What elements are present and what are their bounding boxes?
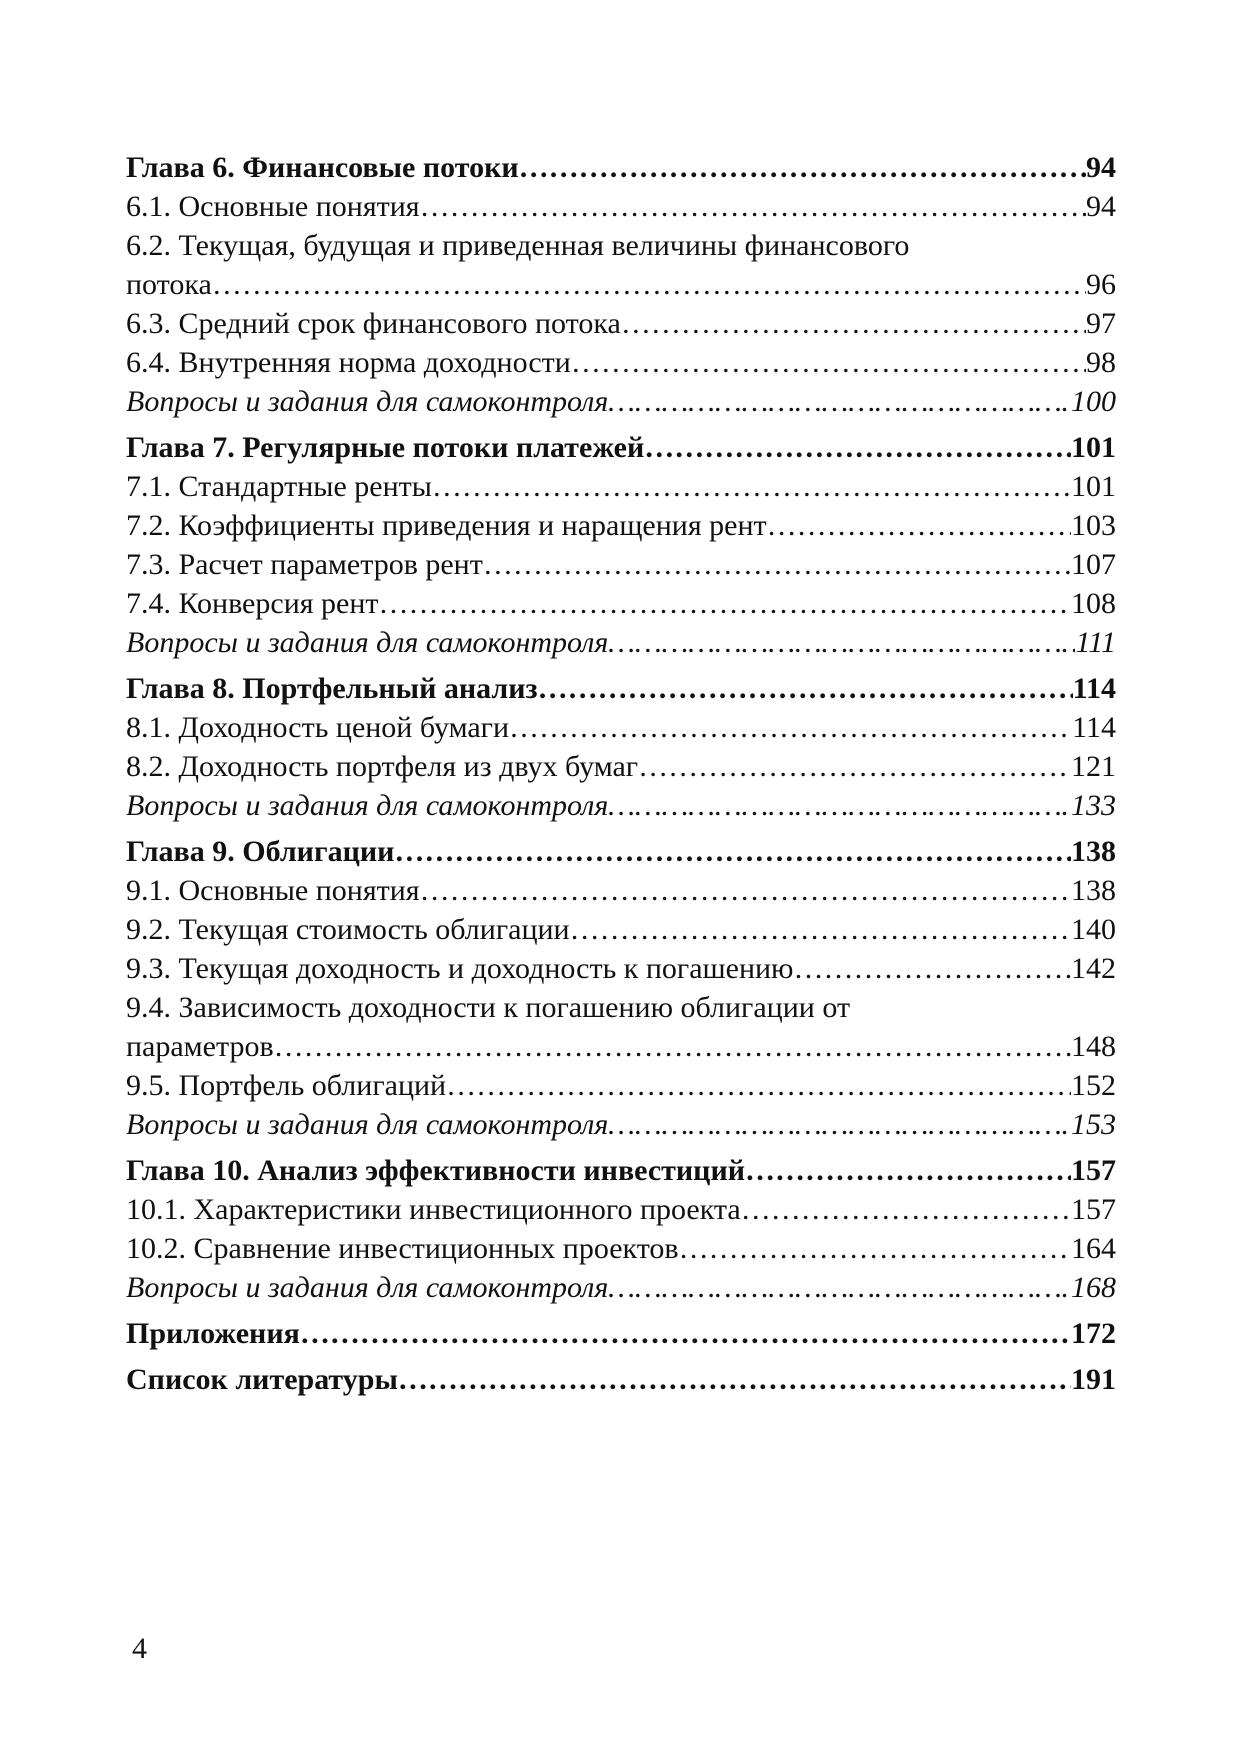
dot-leader — [379, 584, 1071, 623]
toc-entry-label: Вопросы и задания для самоконтроля — [126, 385, 609, 418]
toc-entry-page: 153 — [1071, 1108, 1116, 1141]
toc-entry-page: 138 — [1071, 874, 1116, 907]
dot-leader — [608, 623, 1075, 662]
toc-entry-label: Вопросы и задания для самоконтроля — [126, 626, 609, 659]
toc-entry-page: 101 — [1071, 470, 1116, 503]
toc-entry-label: Вопросы и задания для самоконтроля — [126, 789, 609, 822]
toc-section-9-2 — [126, 910, 1116, 949]
toc-entry-label: 6.1. Основные понятия — [126, 190, 420, 223]
dot-leader — [638, 747, 1071, 786]
toc-entry-page: 107 — [1071, 548, 1116, 581]
dot-leader — [483, 545, 1071, 584]
toc-section-10-1 — [126, 1190, 1116, 1229]
toc-entry-label: 6.4. Внутренняя норма доходности — [126, 346, 571, 379]
toc-entry-label: 8.1. Доходность ценой бумаги — [126, 711, 510, 744]
toc-entry-page: 138 — [1071, 835, 1116, 868]
toc-entry-label: Вопросы и задания для самоконтроля — [126, 1271, 609, 1304]
toc-section-9-1 — [126, 871, 1116, 910]
toc-chapter-8 — [126, 669, 1116, 708]
toc-section-10-2 — [126, 1229, 1116, 1268]
toc-entry-label: 7.4. Конверсия рент — [126, 587, 379, 620]
dot-leader — [212, 265, 1086, 304]
toc-section-6-3 — [126, 304, 1116, 343]
toc-entry-label-line1: 6.2. Текущая, будущая и приведенная величины финансового — [126, 229, 910, 262]
toc-entry-page: 94 — [1086, 190, 1116, 223]
toc-chapter-7 — [126, 428, 1116, 467]
toc-section-7-4 — [126, 584, 1116, 623]
toc-section-7-1 — [126, 467, 1116, 506]
toc-entry-page: 100 — [1071, 385, 1116, 418]
toc-entry-page: 94 — [1086, 151, 1116, 184]
toc-entry-label: Глава 10. Анализ эффективности инвестиций — [126, 1154, 746, 1187]
dot-leader — [519, 148, 1086, 187]
toc-entry-label: 7.2. Коэффициенты приведения и наращения рент — [126, 509, 767, 542]
toc-entry-page: 97 — [1086, 307, 1116, 340]
toc-entry-page: 140 — [1071, 913, 1116, 946]
toc-questions-6 — [126, 382, 1116, 421]
dot-leader — [274, 1027, 1071, 1066]
toc-entry-label: Глава 7. Регулярные потоки платежей — [126, 431, 645, 464]
toc-entry-label: Приложения — [126, 1317, 300, 1350]
toc-section-7-2 — [126, 506, 1116, 545]
toc-entry-label: Вопросы и задания для самоконтроля — [126, 1108, 609, 1141]
toc-entry-page: 133 — [1071, 789, 1116, 822]
toc-section-9-3 — [126, 949, 1116, 988]
toc-entry-label-line1: 9.4. Зависимость доходности к погашению облигации от — [126, 991, 851, 1024]
toc-entry-label: 10.2. Сравнение инвестиционных проектов — [126, 1232, 679, 1265]
toc-entry-label: 9.5. Портфель облигаций — [126, 1069, 447, 1102]
dot-leader — [420, 871, 1071, 910]
toc-entry-label: 9.3. Текущая доходность и доходность к погашению — [126, 952, 794, 985]
toc-entry-page: 172 — [1071, 1317, 1116, 1350]
toc-entry-page: 164 — [1071, 1232, 1116, 1265]
toc-section-9-4 — [126, 988, 1116, 1066]
toc-entry-page: 98 — [1086, 346, 1116, 379]
toc-entry-label: 7.3. Расчет параметров рент — [126, 548, 483, 581]
toc-section-8-1 — [126, 708, 1116, 747]
dot-leader — [432, 467, 1071, 506]
dot-leader — [446, 1066, 1071, 1105]
toc-questions-7 — [126, 623, 1116, 662]
dot-leader — [608, 1105, 1071, 1144]
toc-entry-label: 6.3. Средний срок финансового потока — [126, 307, 621, 340]
toc-entry-label: потока — [126, 268, 212, 301]
dot-leader — [571, 343, 1086, 382]
toc-entry-label: 9.2. Текущая стоимость облигации — [126, 913, 570, 946]
toc-entry-label: Глава 6. Финансовые потоки — [126, 151, 519, 184]
toc-entry-page: 157 — [1071, 1193, 1116, 1226]
toc-entry-label: 10.1. Характеристики инвестиционного проекта — [126, 1193, 741, 1226]
toc-entry-page: 191 — [1071, 1363, 1116, 1396]
dot-leader — [570, 910, 1071, 949]
dot-leader — [679, 1229, 1071, 1268]
dot-leader — [608, 786, 1071, 825]
dot-leader — [608, 382, 1071, 421]
toc-entry-label: 9.1. Основные понятия — [126, 874, 420, 907]
toc-entry-page: 96 — [1086, 268, 1116, 301]
dot-leader — [741, 1190, 1071, 1229]
toc-entry-page: 103 — [1071, 509, 1116, 542]
toc-entry-page: 148 — [1071, 1030, 1116, 1063]
dot-leader — [608, 1268, 1071, 1307]
toc-section-9-5 — [126, 1066, 1116, 1105]
toc-entry-label: Глава 8. Портфельный анализ — [126, 672, 538, 705]
toc-chapter-9 — [126, 832, 1116, 871]
toc-entry-page: 168 — [1071, 1271, 1116, 1304]
dot-leader — [621, 304, 1086, 343]
toc-entry-page: 142 — [1071, 952, 1116, 985]
toc-questions-10 — [126, 1268, 1116, 1307]
toc-entry-label: Список литературы — [126, 1363, 398, 1396]
toc-entry-label: Глава 9. Облигации — [126, 835, 395, 868]
toc-references — [126, 1360, 1116, 1399]
dot-leader — [420, 187, 1086, 226]
dot-leader — [394, 832, 1071, 871]
toc-chapter-10 — [126, 1151, 1116, 1190]
dot-leader — [745, 1151, 1071, 1190]
toc-section-6-4 — [126, 343, 1116, 382]
dot-leader — [398, 1360, 1071, 1399]
toc-chapter-6 — [126, 148, 1116, 187]
toc-appendices — [126, 1314, 1116, 1353]
toc-questions-9 — [126, 1105, 1116, 1144]
dot-leader — [793, 949, 1071, 988]
toc-entry-page: 114 — [1072, 672, 1116, 705]
toc-entry-page: 121 — [1071, 750, 1116, 783]
toc-questions-8 — [126, 786, 1116, 825]
toc-entry-page: 157 — [1071, 1154, 1116, 1187]
toc-section-6-2 — [126, 226, 1116, 304]
dot-leader — [509, 708, 1072, 747]
toc-entry-page: 108 — [1071, 587, 1116, 620]
toc-section-7-3 — [126, 545, 1116, 584]
toc-entry-page: 111 — [1075, 626, 1116, 659]
dot-leader — [300, 1314, 1071, 1353]
table-of-contents — [126, 148, 1116, 1399]
toc-entry-page: 152 — [1071, 1069, 1116, 1102]
toc-entry-page: 101 — [1071, 431, 1116, 464]
dot-leader — [767, 506, 1071, 545]
toc-section-6-1 — [126, 187, 1116, 226]
dot-leader — [644, 428, 1071, 467]
toc-entry-label: 7.1. Стандартные ренты — [126, 470, 432, 503]
page-number: 4 — [132, 1632, 147, 1665]
toc-entry-label: 8.2. Доходность портфеля из двух бумаг — [126, 750, 639, 783]
toc-entry-label: параметров — [126, 1030, 274, 1063]
toc-entry-page: 114 — [1072, 711, 1116, 744]
toc-section-8-2 — [126, 747, 1116, 786]
dot-leader — [538, 669, 1073, 708]
